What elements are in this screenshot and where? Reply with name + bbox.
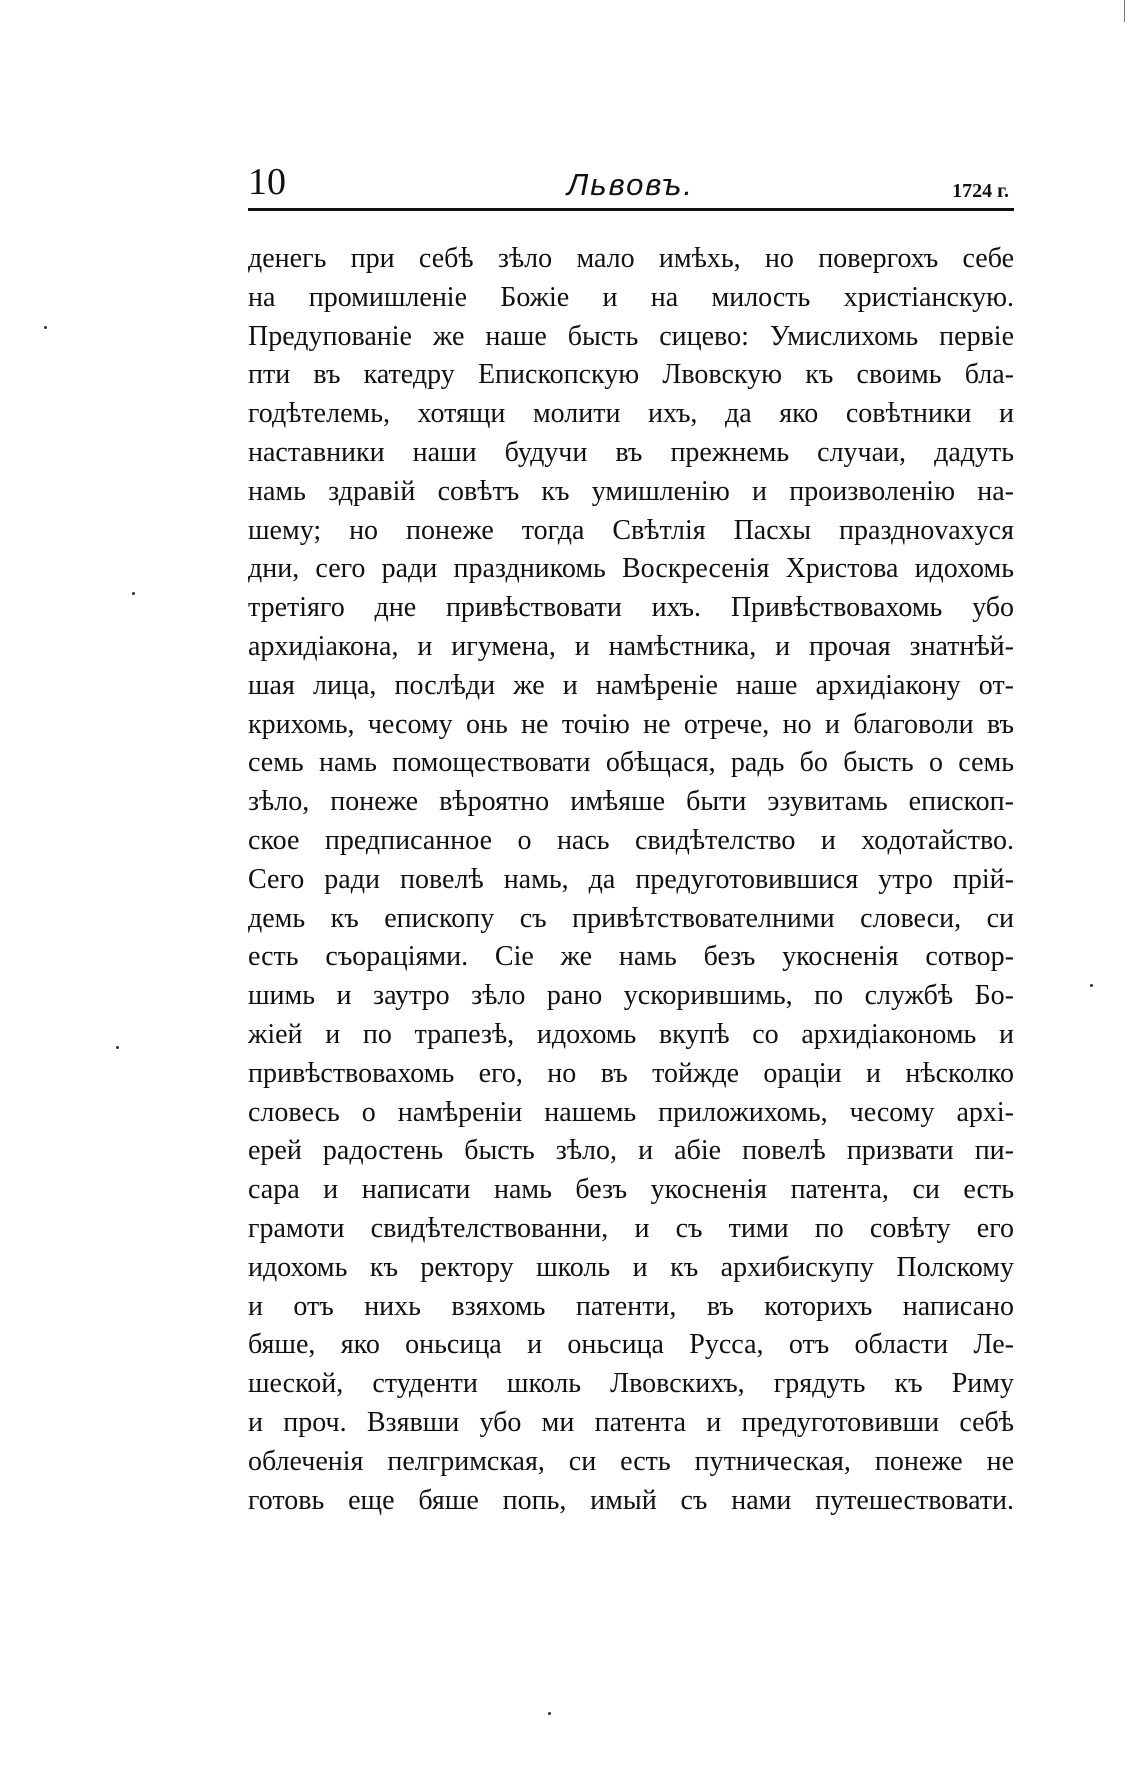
page-header	[248, 158, 1013, 208]
text-line: на промишленіе Божіе и на милость христіанскую.	[248, 281, 1014, 313]
text-line: и отъ нихь взяхомь патенти, въ которихъ написано	[248, 1290, 1014, 1322]
text-line: денегь при себѣ зѣло мало имѣхь, но повергохъ себе	[248, 243, 1014, 274]
header-rule	[248, 208, 1014, 211]
text-line: ское предписанное о нась свидѣтелство и ходотайство.	[248, 824, 1014, 856]
text-line: привѣствовахомь его, но въ тойжде ораціи и нѣсколко	[248, 1057, 1014, 1089]
text-line: жіей и по трапезѣ, идохомь вкупѣ со архидіакономь и	[248, 1018, 1014, 1050]
text-line: намь здравій совѣтъ къ умишленію и произволенію на-	[248, 475, 1014, 507]
text-line: шимь и заутро зѣло рано ускорившимь, по службѣ Бо-	[248, 980, 1014, 1012]
text-line: годѣтелемь, хотящи молити ихъ, да яко совѣтники и	[248, 398, 1014, 430]
page-number: 10	[248, 161, 286, 203]
text-line: пти въ катедру Епископскую Лвовскую къ своимь бла-	[248, 359, 1014, 391]
body-text	[248, 240, 1014, 1520]
scan-speck	[548, 1712, 551, 1715]
text-line: словесь о намѣреніи нашемь приложихомь, чесому архі-	[248, 1096, 1014, 1128]
text-line: наставники наши будучи въ прежнемь случаи, дадуть	[248, 436, 1014, 468]
text-line: шему; но понеже тогда Свѣтлія Пасхы празднovaxуся	[248, 514, 1014, 546]
text-line: сара и написати намь безъ укосненія патента, си есть	[248, 1174, 1014, 1206]
scan-speck	[44, 326, 47, 329]
text-line: Сего ради повелѣ намь, да предуготовившися утро прій-	[248, 863, 1014, 895]
scan-edge-mark	[1124, 0, 1125, 22]
text-line: шая лица, послѣди же и намѣреніе наше архидіакону от-	[248, 669, 1014, 701]
scan-speck	[132, 592, 135, 595]
text-line: идохомь къ ректору школь и къ архибискупу Полскому	[248, 1251, 1014, 1283]
scan-speck	[1090, 984, 1093, 987]
text-line: бяше, яко оньсица и оньсица Русса, отъ области Ле-	[248, 1329, 1014, 1361]
text-line: третіяго дне привѣствовати ихъ. Привѣствовахомь убо	[248, 592, 1014, 624]
text-line: готовь еще бяше попь, имый съ нами путешествовати.	[248, 1484, 1014, 1516]
header-year: 1724 г.	[952, 180, 1009, 202]
text-line: дни, сего ради праздникомь Воскресенія Христова идохомь	[248, 553, 1014, 585]
text-line: есть съораціями. Сіе же намь безъ укосненія сотвор-	[248, 941, 1014, 973]
text-line: Предупованіе же наше бысть сицево: Умислихомь первіе	[248, 320, 1014, 352]
text-line: грамоти свидѣтелствованни, и съ тими по совѣту его	[248, 1212, 1014, 1244]
text-line: архидіакона, и игумена, и намѣстника, и прочая знатнѣй-	[248, 630, 1014, 662]
text-line: зѣло, понеже вѣроятно имѣяше быти эзувитамь епископ-	[248, 786, 1014, 818]
scan-speck	[116, 1046, 119, 1049]
text-line: шеской, студенти школь Лвовскихъ, грядуть къ Риму	[248, 1368, 1014, 1400]
text-line: семь намь помоществовати обѣщася, радь бо бысть о семь	[248, 747, 1014, 779]
text-line: и проч. Взявши убо ми патента и предуготовивши себѣ	[248, 1406, 1014, 1438]
running-title: Львовъ.	[567, 167, 694, 202]
text-line: крихомь, чесому онь не точію не отрече, но и благоволи въ	[248, 708, 1014, 740]
text-line: демь къ епископу съ привѣтствователними словеси, си	[248, 902, 1014, 934]
text-line: облеченія пелгримская, си есть путническая, понеже не	[248, 1445, 1014, 1477]
text-line: ерей радостень бысть зѣло, и абіе повелѣ призвати пи-	[248, 1135, 1014, 1167]
